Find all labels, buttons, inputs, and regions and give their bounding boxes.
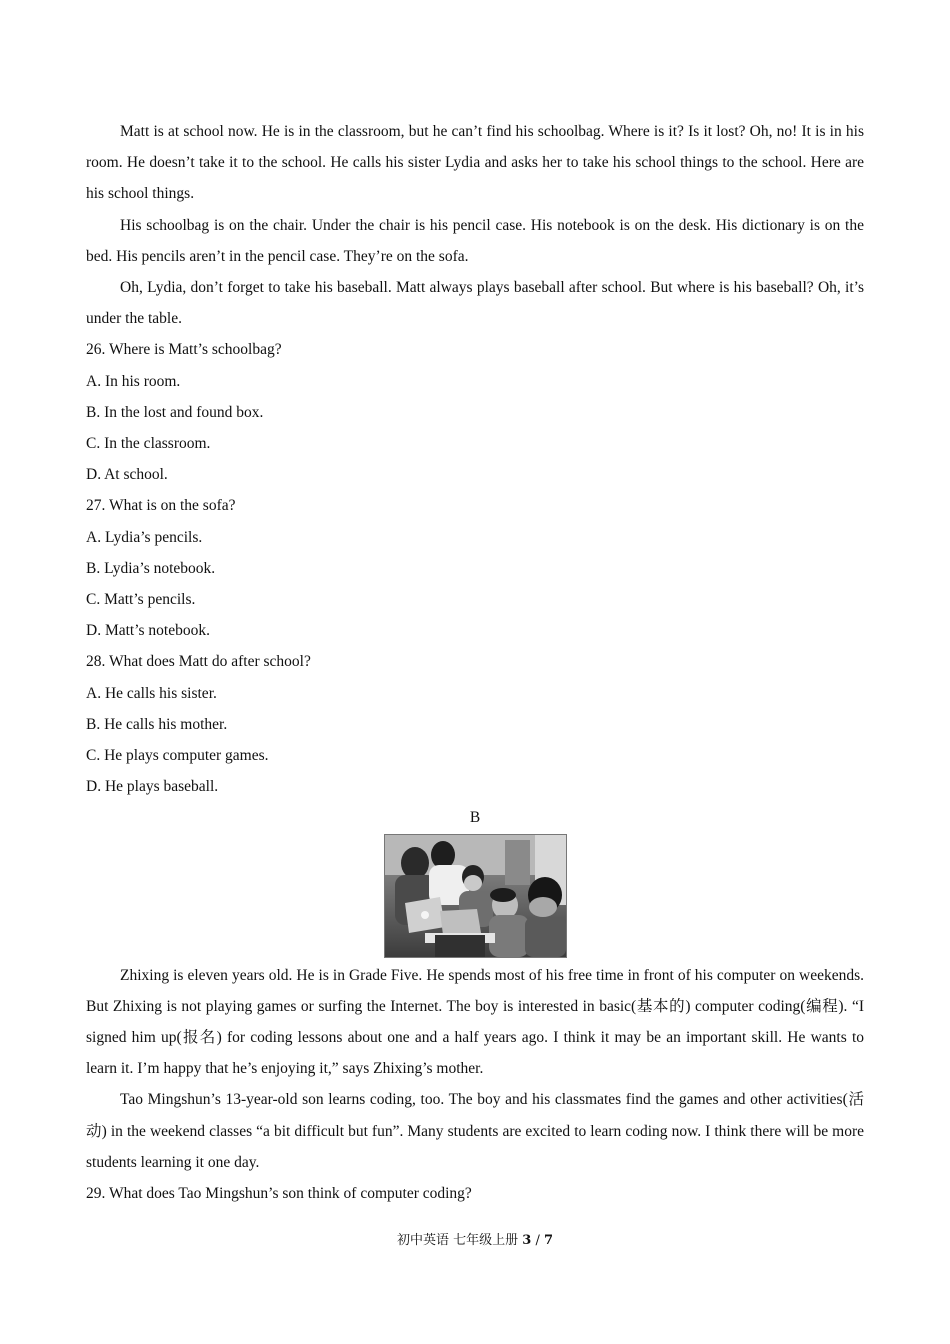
passage-b-paragraph-2: Tao Mingshun’s 13-year-old son learns coding, too. The boy and his classmates find the games and other activities(活动) in the weekend classes “a bit difficult but fun”. Many students are excited to learn coding now. I think there will be more students learning it one day. xyxy=(86,1091,864,1171)
question-28 xyxy=(86,646,864,802)
question-28-option-d: D. He plays baseball. xyxy=(86,778,219,796)
worksheet-page xyxy=(86,116,864,1209)
question-29-text: 29. What does Tao Mingshun’s son think of computer coding? xyxy=(86,1185,472,1203)
question-27-option-b: B. Lydia’s notebook. xyxy=(86,559,216,577)
question-27-option-c: C. Matt’s pencils. xyxy=(86,591,196,609)
question-26-option-c: C. In the classroom. xyxy=(86,435,211,453)
passage-a-paragraph-1: Matt is at school now. He is in the classroom, but he can’t find his schoolbag. Where is it? Is it lost? Oh, no! It is in his room. He doesn’t take it to the school. He calls his sister Lydia and asks her to take his school things to the school. Here are his school things. xyxy=(86,123,864,203)
question-27-option-a: A. Lydia’s pencils. xyxy=(86,528,203,546)
question-27 xyxy=(86,490,864,646)
passage-a-paragraph-2: His schoolbag is on the chair. Under the chair is his pencil case. His notebook is on the desk. His dictionary is on the bed. His pencils aren’t in the pencil case. They’re on the sofa. xyxy=(86,216,864,265)
question-28-option-a: A. He calls his sister. xyxy=(86,684,217,702)
question-26 xyxy=(86,334,864,490)
passage-a-paragraph-3: Oh, Lydia, don’t forget to take his baseball. Matt always plays baseball after school. But where is his baseball? Oh, it’s under the table. xyxy=(86,279,864,328)
question-26-option-d: D. At school. xyxy=(86,466,168,484)
question-28-text: 28. What does Matt do after school? xyxy=(86,653,311,671)
question-26-text: 26. Where is Matt’s schoolbag? xyxy=(86,341,282,359)
question-26-option-b: B. In the lost and found box. xyxy=(86,403,264,421)
passage-b-paragraph-1: Zhixing is eleven years old. He is in Grade Five. He spends most of his free time in front of his computer on weekends. But Zhixing is not playing games or surfing the Internet. The boy is interested in basic(基本的) computer coding(编程). “I signed him up(报名) for coding lessons about one and a half years ago. I think it may be an important skill. He wants to learn it. I’m happy that he’s enjoying it,” says Zhixing’s mother. xyxy=(86,966,864,1078)
footer-page-total: 7 xyxy=(543,1233,554,1248)
question-28-option-b: B. He calls his mother. xyxy=(86,715,228,733)
children-coding-photo xyxy=(384,834,567,958)
question-27-text: 27. What is on the sofa? xyxy=(86,497,236,515)
question-28-option-c: C. He plays computer games. xyxy=(86,747,269,765)
footer-course: 初中英语 七年级上册 xyxy=(396,1233,519,1248)
page-footer xyxy=(0,1229,950,1248)
question-26-option-a: A. In his room. xyxy=(86,372,181,390)
footer-separator: / xyxy=(535,1233,540,1248)
question-27-option-d: D. Matt’s notebook. xyxy=(86,622,210,640)
footer-page-number: 3 xyxy=(522,1233,532,1248)
passage-b-label: B xyxy=(469,809,481,827)
